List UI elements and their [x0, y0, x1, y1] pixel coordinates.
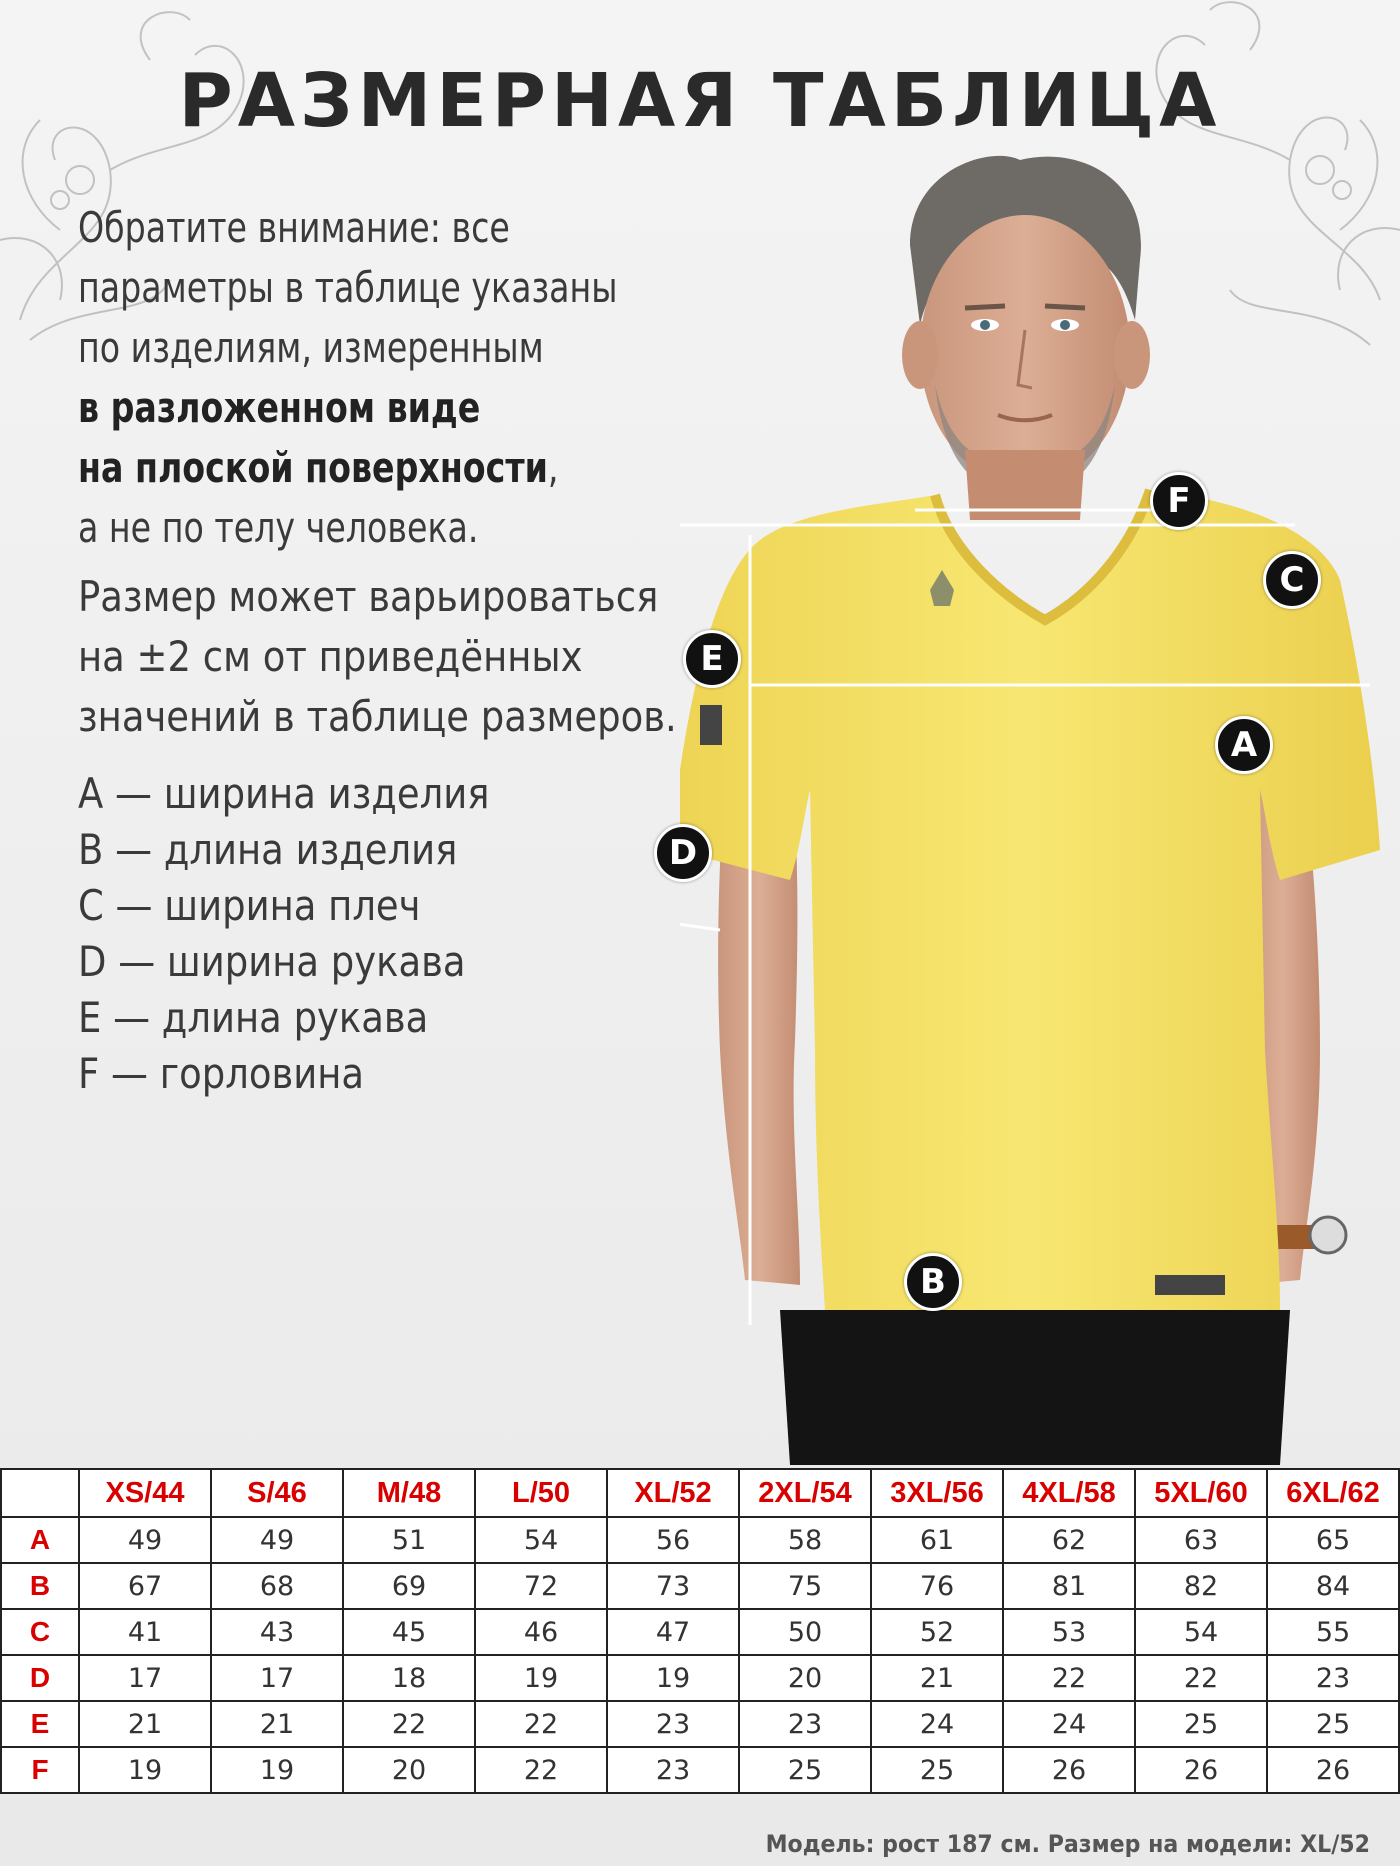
- table-cell: 22: [475, 1701, 607, 1747]
- table-cell: 41: [79, 1609, 211, 1655]
- table-cell: 52: [871, 1609, 1003, 1655]
- table-cell: 23: [607, 1701, 739, 1747]
- marker-a: A: [1215, 716, 1273, 774]
- table-cell: 49: [79, 1517, 211, 1563]
- row-label: E: [1, 1701, 79, 1747]
- table-row: [1, 1609, 1399, 1655]
- table-cell: 25: [1135, 1701, 1267, 1747]
- table-cell: 84: [1267, 1563, 1399, 1609]
- table-cell: 47: [607, 1609, 739, 1655]
- marker-b: B: [904, 1253, 962, 1311]
- legend-item-e: E — длина рукава: [78, 993, 429, 1042]
- page-title: РАЗМЕРНАЯ ТАБЛИЦА: [178, 58, 1222, 144]
- table-cell: 82: [1135, 1563, 1267, 1609]
- table-cell: 53: [1003, 1609, 1135, 1655]
- table-row: [1, 1517, 1399, 1563]
- table-cell: 63: [1135, 1517, 1267, 1563]
- notice-line: параметры в таблице указаны: [78, 263, 618, 312]
- table-cell: 21: [871, 1655, 1003, 1701]
- marker-f: F: [1150, 472, 1208, 530]
- size-header: 6XL/62: [1267, 1469, 1399, 1517]
- table-cell: 54: [1135, 1609, 1267, 1655]
- table-row: [1, 1655, 1399, 1701]
- marker-d: D: [654, 824, 712, 882]
- table-cell: 24: [871, 1701, 1003, 1747]
- model-info-footnote: Модель: рост 187 см. Размер на модели: XL/52: [765, 1830, 1370, 1858]
- notice-line: по изделиям, измеренным: [78, 323, 544, 372]
- size-header: 3XL/56: [871, 1469, 1003, 1517]
- size-header: M/48: [343, 1469, 475, 1517]
- table-cell: 49: [211, 1517, 343, 1563]
- size-header: 2XL/54: [739, 1469, 871, 1517]
- marker-e: E: [683, 630, 741, 688]
- measurement-notice: [78, 198, 712, 558]
- table-cell: 25: [871, 1747, 1003, 1793]
- table-cell: 43: [211, 1609, 343, 1655]
- table-cell: 23: [739, 1701, 871, 1747]
- table-cell: 75: [739, 1563, 871, 1609]
- table-cell: 17: [79, 1655, 211, 1701]
- table-cell: 24: [1003, 1701, 1135, 1747]
- table-cell: 69: [343, 1563, 475, 1609]
- measurement-legend: [78, 766, 489, 1102]
- table-cell: 19: [607, 1655, 739, 1701]
- table-cell: 23: [1267, 1655, 1399, 1701]
- table-row: [1, 1701, 1399, 1747]
- table-cell: 25: [739, 1747, 871, 1793]
- table-cell: 23: [607, 1747, 739, 1793]
- table-cell: 26: [1135, 1747, 1267, 1793]
- table-cell: 67: [79, 1563, 211, 1609]
- row-label: F: [1, 1747, 79, 1793]
- table-cell: 17: [211, 1655, 343, 1701]
- table-cell: 20: [739, 1655, 871, 1701]
- table-cell: 76: [871, 1563, 1003, 1609]
- table-cell: 73: [607, 1563, 739, 1609]
- notice-line-bold: в разложенном виде: [78, 383, 481, 432]
- row-label: B: [1, 1563, 79, 1609]
- legend-item-d: D — ширина рукава: [78, 937, 466, 986]
- row-label: C: [1, 1609, 79, 1655]
- row-label: D: [1, 1655, 79, 1701]
- table-cell: 72: [475, 1563, 607, 1609]
- table-row: [1, 1563, 1399, 1609]
- table-cell: 56: [607, 1517, 739, 1563]
- table-cell: 19: [211, 1747, 343, 1793]
- table-row: [1, 1747, 1399, 1793]
- table-cell: 21: [79, 1701, 211, 1747]
- notice-comma: ,: [547, 443, 559, 492]
- table-cell: 19: [79, 1747, 211, 1793]
- variance-line: на ±2 см от приведённых: [78, 632, 583, 681]
- notice-line-bold: на плоской поверхности: [78, 443, 548, 492]
- variance-line: значений в таблице размеров.: [78, 692, 677, 741]
- table-cell: 46: [475, 1609, 607, 1655]
- legend-item-c: C — ширина плеч: [78, 881, 421, 930]
- table-cell: 81: [1003, 1563, 1135, 1609]
- marker-c: C: [1263, 551, 1321, 609]
- row-label: A: [1, 1517, 79, 1563]
- table-cell: 68: [211, 1563, 343, 1609]
- size-variance-note: [78, 567, 747, 747]
- table-cell: 61: [871, 1517, 1003, 1563]
- table-cell: 19: [475, 1655, 607, 1701]
- table-cell: 22: [1003, 1655, 1135, 1701]
- table-cell: 22: [475, 1747, 607, 1793]
- table-cell: 58: [739, 1517, 871, 1563]
- table-cell: 26: [1003, 1747, 1135, 1793]
- size-header: L/50: [475, 1469, 607, 1517]
- model-tshirt-illustration: [680, 150, 1400, 1465]
- table-cell: 55: [1267, 1609, 1399, 1655]
- size-header: XS/44: [79, 1469, 211, 1517]
- table-cell: 50: [739, 1609, 871, 1655]
- table-cell: 25: [1267, 1701, 1399, 1747]
- legend-item-b: B — длина изделия: [78, 825, 458, 874]
- table-cell: 54: [475, 1517, 607, 1563]
- variance-line: Размер может варьироваться: [78, 572, 659, 621]
- size-header-row: [1, 1469, 1399, 1517]
- size-header: XL/52: [607, 1469, 739, 1517]
- table-cell: 18: [343, 1655, 475, 1701]
- table-cell: 21: [211, 1701, 343, 1747]
- size-header: 4XL/58: [1003, 1469, 1135, 1517]
- size-header: S/46: [211, 1469, 343, 1517]
- notice-line: а не по телу человека.: [78, 503, 479, 552]
- table-cell: 20: [343, 1747, 475, 1793]
- table-cell: 22: [343, 1701, 475, 1747]
- notice-line: Обратите внимание: все: [78, 203, 510, 252]
- table-cell: 65: [1267, 1517, 1399, 1563]
- table-cell: 26: [1267, 1747, 1399, 1793]
- table-corner-cell: [1, 1469, 79, 1517]
- legend-item-a: A — ширина изделия: [78, 769, 490, 818]
- table-cell: 45: [343, 1609, 475, 1655]
- size-table: [0, 1468, 1400, 1794]
- table-cell: 22: [1135, 1655, 1267, 1701]
- legend-item-f: F — горловина: [78, 1049, 365, 1098]
- table-cell: 62: [1003, 1517, 1135, 1563]
- table-cell: 51: [343, 1517, 475, 1563]
- size-header: 5XL/60: [1135, 1469, 1267, 1517]
